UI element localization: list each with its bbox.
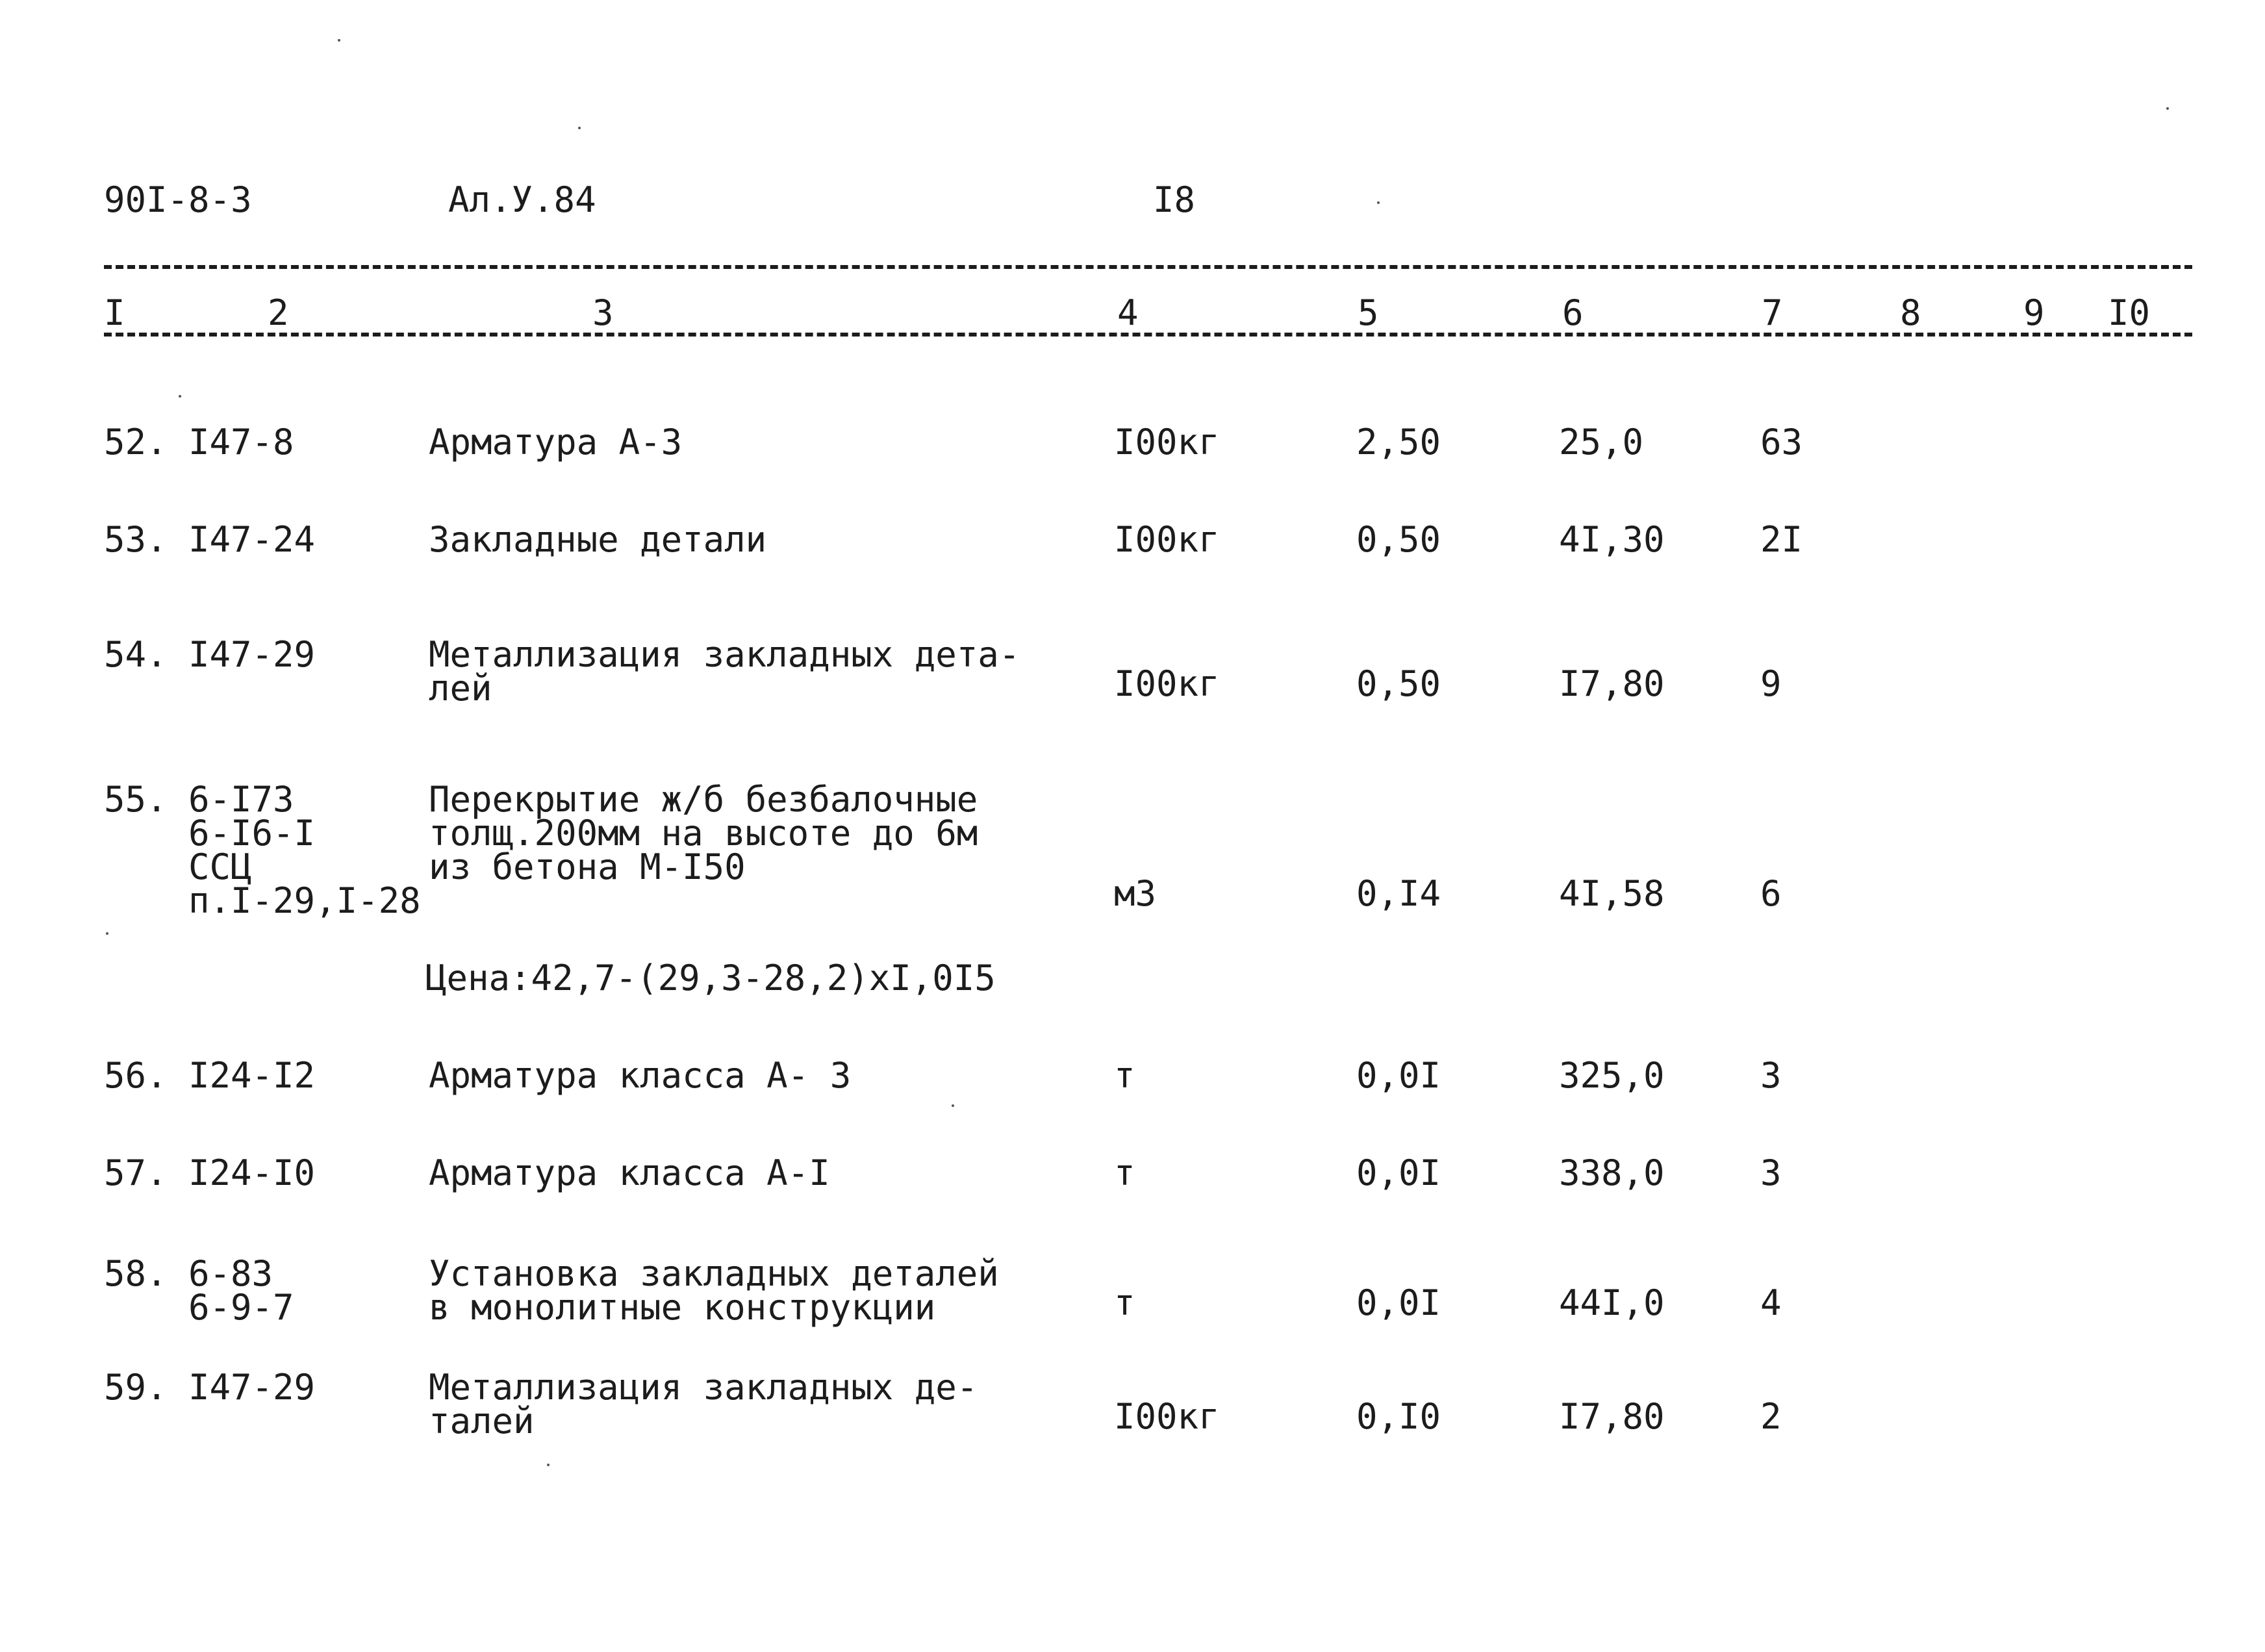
row-price: I7,80	[1559, 1396, 1665, 1437]
row-price: 338,0	[1559, 1152, 1665, 1193]
column-header: 6	[1562, 292, 1584, 333]
row-cost: 4	[1760, 1282, 1782, 1323]
column-header: 5	[1358, 292, 1379, 333]
header-bottom-rule	[104, 333, 2192, 337]
row-unit: т	[1114, 1152, 1135, 1193]
row-price: 44I,0	[1559, 1282, 1665, 1323]
column-header: 3	[592, 292, 614, 333]
scan-speck	[578, 127, 581, 129]
row-cost: 2	[1760, 1396, 1782, 1437]
row-code: I24-I0	[188, 1152, 316, 1193]
row-cost: 2I	[1760, 519, 1803, 560]
row-name: Металлизация закладных дета- лей	[429, 634, 1020, 709]
row-number: 54.	[104, 634, 168, 675]
row-name: Металлизация закладных де- талей	[429, 1367, 978, 1442]
row-number: 56.	[104, 1055, 168, 1096]
column-header: 7	[1762, 292, 1783, 333]
row-quantity: 0,0I	[1356, 1152, 1441, 1193]
scan-speck	[338, 39, 340, 42]
album-number: Ал.У.84	[448, 179, 596, 220]
project-code: 90I-8-3	[104, 179, 252, 220]
row-cost: 6	[1760, 873, 1782, 914]
row-cost: 9	[1760, 663, 1782, 704]
row-cost: 3	[1760, 1152, 1782, 1193]
row-quantity: 0,I4	[1356, 873, 1441, 914]
scan-speck	[2166, 107, 2169, 110]
row-price: 4I,30	[1559, 519, 1665, 560]
row-quantity: 0,50	[1356, 519, 1441, 560]
row-quantity: 0,50	[1356, 663, 1441, 704]
row-code: 6-83 6-9-7	[188, 1253, 294, 1328]
row-unit: т	[1114, 1055, 1135, 1096]
row-unit: I00кг	[1114, 663, 1220, 704]
row-unit: т	[1114, 1282, 1135, 1323]
row-price: 4I,58	[1559, 873, 1665, 914]
row-quantity: 2,50	[1356, 422, 1441, 463]
row-unit: I00кг	[1114, 1396, 1220, 1437]
row-price-note: Цена:42,7-(29,3-28,2)хI,0I5	[425, 958, 996, 998]
row-number: 57.	[104, 1152, 168, 1193]
row-number: 59.	[104, 1367, 168, 1408]
row-quantity: 0,0I	[1356, 1055, 1441, 1096]
column-header: 2	[268, 292, 289, 333]
row-price: I7,80	[1559, 663, 1665, 704]
row-code: I47-24	[188, 519, 316, 560]
row-unit: м3	[1114, 873, 1157, 914]
row-name: Перекрытие ж/б безбалочные толщ.200мм на высоте до 6м из бетона М-I50	[429, 779, 978, 887]
row-number: 58.	[104, 1253, 168, 1294]
row-unit: I00кг	[1114, 519, 1220, 560]
row-number: 55.	[104, 779, 168, 820]
row-code: I24-I2	[188, 1055, 316, 1096]
scan-speck	[1377, 201, 1380, 204]
row-quantity: 0,I0	[1356, 1396, 1441, 1437]
row-name: Арматура А-3	[429, 422, 683, 463]
column-header: I	[104, 292, 125, 333]
row-price: 25,0	[1559, 422, 1644, 463]
row-code: I47-29	[188, 1367, 316, 1408]
row-quantity: 0,0I	[1356, 1282, 1441, 1323]
row-name: Установка закладных деталей в монолитные конструкции	[429, 1253, 999, 1328]
row-unit: I00кг	[1114, 422, 1220, 463]
row-code: 6-I73 6-I6-I ССЦ п.I-29,I-28	[188, 779, 421, 921]
row-cost: 63	[1760, 422, 1803, 463]
page-number: I8	[1153, 179, 1196, 220]
row-name: Арматура класса А-I	[429, 1152, 830, 1193]
column-header: 9	[2023, 292, 2045, 333]
column-header: I0	[2108, 292, 2151, 333]
scan-speck	[952, 1104, 954, 1107]
row-code: I47-29	[188, 634, 316, 675]
header-top-rule	[104, 265, 2192, 269]
column-header: 4	[1117, 292, 1139, 333]
scan-speck	[106, 932, 108, 935]
scan-speck	[547, 1464, 550, 1466]
column-header: 8	[1900, 292, 1921, 333]
row-price: 325,0	[1559, 1055, 1665, 1096]
row-name: Арматура класса А- 3	[429, 1055, 852, 1096]
row-number: 52.	[104, 422, 168, 463]
row-number: 53.	[104, 519, 168, 560]
scan-speck	[179, 395, 181, 398]
row-code: I47-8	[188, 422, 294, 463]
row-cost: 3	[1760, 1055, 1782, 1096]
row-name: Закладные детали	[429, 519, 767, 560]
